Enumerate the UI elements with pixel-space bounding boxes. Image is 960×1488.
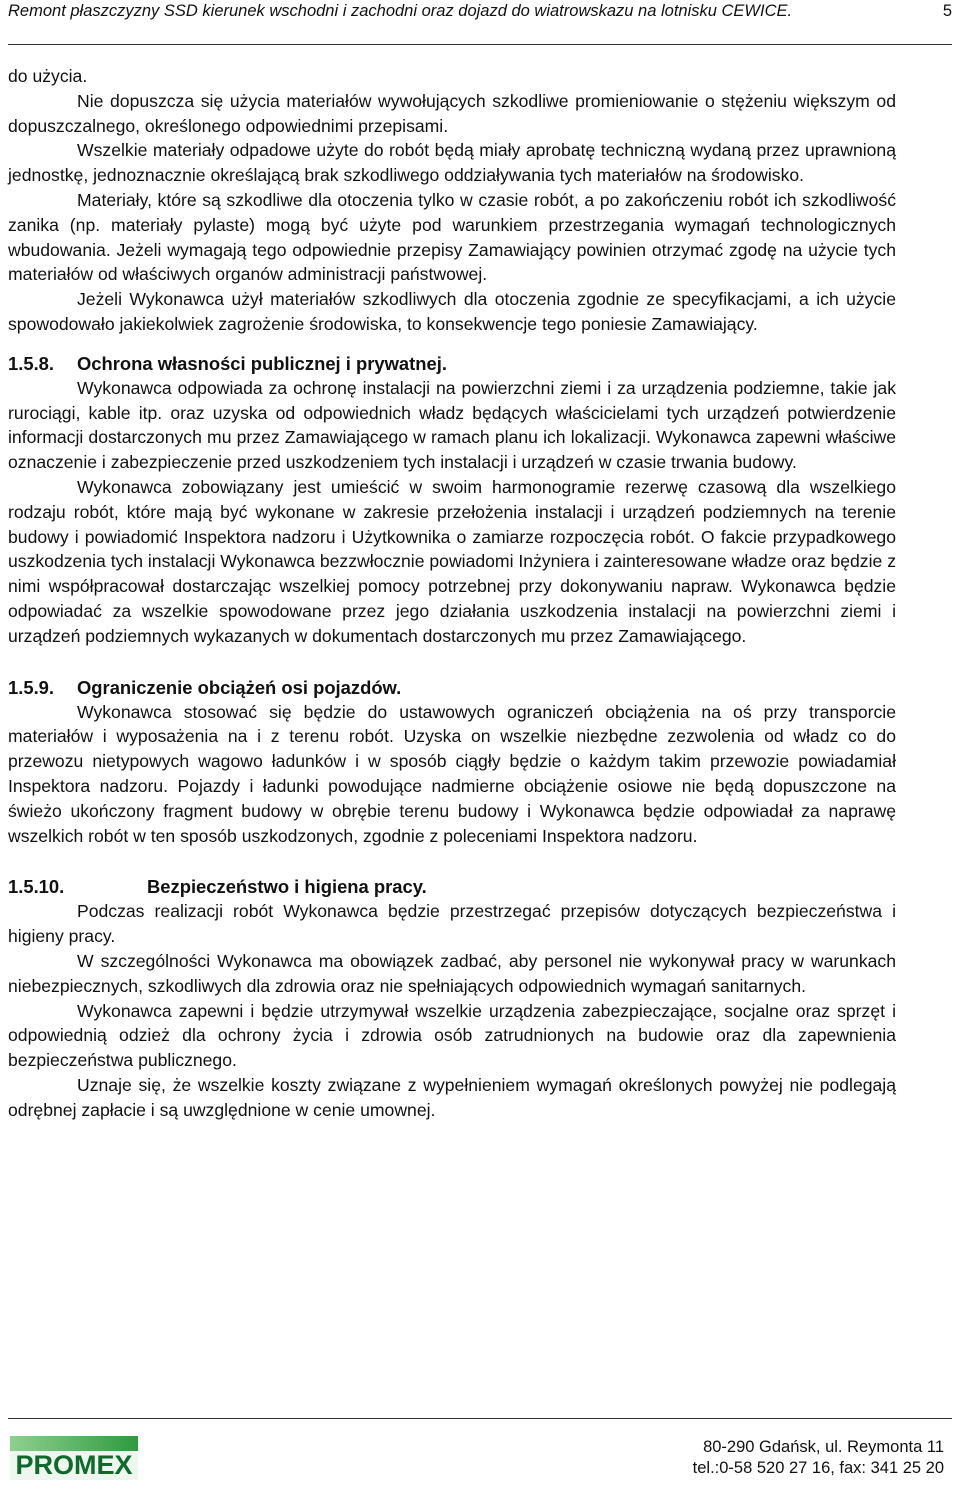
footer-address bbox=[693, 1437, 944, 1479]
section-heading bbox=[8, 352, 896, 376]
paragraph: Podczas realizacji robót Wykonawca będzie przestrzegać przepisów dotyczących bezpieczeństwa i higieny pracy. bbox=[8, 901, 896, 947]
promex-logo bbox=[10, 1436, 138, 1480]
section-heading bbox=[8, 875, 896, 899]
section-number: 1.5.9. bbox=[8, 676, 55, 698]
section-heading bbox=[8, 676, 896, 700]
document-title: Remont płaszczyzny SSD kierunek wschodni i zachodni oraz dojazd do wiatrowskazu na lotnisku CEWICE. bbox=[8, 2, 793, 20]
section-number: 1.5.10. bbox=[8, 876, 65, 898]
section-number: 1.5.8. bbox=[8, 352, 55, 374]
paragraph: Wykonawca zapewni i będzie utrzymywał wszelkie urządzenia zabezpieczające, socjalne oraz sprzęt i odpowiednią odzież dla ochrony życia i zdrowia osób zatrudnionych na budowie oraz dla zapewnienia bezpieczeństwa publicznego. bbox=[8, 1000, 896, 1071]
paragraph: do użycia. bbox=[8, 66, 88, 86]
section-title: Ograniczenie obciążeń osi pojazdów. bbox=[77, 676, 402, 698]
paragraph: Wszelkie materiały odpadowe użyte do robót będą miały aprobatę techniczną wydaną przez uprawnioną jednostkę, jednoznacznie określającą brak szkodliwego oddziaływania tych materiałów na środowisko. bbox=[8, 140, 896, 186]
paragraph: Uznaje się, że wszelkie koszty związane z wypełnieniem wymagań określonych powyżej nie podlegają odrębnej zapłacie i są uwzględnione w cenie umownej. bbox=[8, 1074, 896, 1120]
paragraph: Jeżeli Wykonawca użył materiałów szkodliwych dla otoczenia zgodnie ze specyfikacjami, a ich użycie spowodowało jakiekolwiek zagrożenie środowiska, to konsekwencje tego poniesie Zamawiający. bbox=[8, 289, 896, 334]
logo-band bbox=[10, 1436, 138, 1451]
paragraph: Wykonawca stosować się będzie do ustawowych ograniczeń obciążenia na oś przy transporcie materiałów i wyposażenia na i z terenu robót. Uzyska on wszelkie niezbędne zezwolenia od władz co do przewozu nietypowych wagowo ładunków i w sposób ciągły będzie o każdym takim przewozie powiadamiał Inspektora nadzoru. Pojazdy i ładunki powodujące nadmierne obciążenie osiowe nie będą dopuszczone na świeżo ukończony fragment budowy w obrębie terenu budowy i Wykonawca będzie odpowiadał za naprawę wszelkich robót w ten sposób uszkodzonych, zgodnie z poleceniami Inspektora nadzoru. bbox=[8, 701, 896, 846]
logo-text: PROMEX bbox=[15, 1450, 133, 1480]
paragraph: Materiały, które są szkodliwe dla otoczenia tylko w czasie robót, a po zakończeniu robót ich szkodliwość zanika (np. materiały pylaste) mogą być użyte pod warunkiem przestrzegania wymagań technologicznych wbudowania. Jeżeli wymagają tego odpowiednie przepisy Zamawiający powinien otrzymać zgodę na użycie tych materiałów od właściwych organów administracji państwowej. bbox=[8, 189, 896, 285]
paragraph: Nie dopuszcza się użycia materiałów wywołujących szkodliwe promieniowanie o stężeniu większym od dopuszczalnego, określonego odpowiednimi przepisami. bbox=[8, 90, 896, 136]
address-line: 80-290 Gdańsk, ul. Reymonta 11 bbox=[703, 1438, 944, 1456]
paragraph: W szczególności Wykonawca ma obowiązek zadbać, aby personel nie wykonywał pracy w warunkach niebezpiecznych, szkodliwych dla zdrowia oraz nie spełniających odpowiednich wymagań sanitarnych. bbox=[8, 950, 896, 996]
footer-divider bbox=[8, 1418, 952, 1419]
paragraph: Wykonawca odpowiada za ochronę instalacji na powierzchni ziemi i za urządzenia podziemne, takie jak rurociągi, kable itp. oraz uzyska od odpowiednich władz będących właścicielami tych urządzeń potwierdzenie informacji dostarczonych mu przez Zamawiającego w ramach planu ich lokalizacji. Wykonawca zapewni właściwe oznaczenie i zabezpieczenie przed uszkodzeniem tych instalacji i urządzeń w czasie trwania budowy. bbox=[8, 377, 896, 473]
section-title: Ochrona własności publicznej i prywatnej. bbox=[77, 352, 447, 374]
page-header bbox=[8, 0, 952, 45]
page-number: 5 bbox=[942, 2, 952, 20]
paragraph: Wykonawca zobowiązany jest umieścić w swoim harmonogramie rezerwę czasową dla wszelkiego rodzaju robót, które mają być wykonane w zakresie przełożenia instalacji i urządzeń podziemnych na terenie budowy i powiadomić Inspektora nadzoru i Użytkownika o zamiarze rozpoczęcia robót. O fakcie przypadkowego uszkodzenia tych instalacji Wykonawca bezzwłocznie powiadomi Inżyniera i zainteresowane władze oraz będzie z nimi współpracował dostarczając wszelkiej pomocy potrzebnej przy dokonywaniu napraw. Wykonawca będzie odpowiadać za wszelkie spowodowane przez jego działania uszkodzenia instalacji na powierzchni ziemi i urządzeń podziemnych wykazanych w dokumentach dostarczonych mu przez Zamawiającego. bbox=[8, 476, 896, 646]
contact-line: tel.:0-58 520 27 16, fax: 341 25 20 bbox=[692, 1459, 944, 1477]
document-body bbox=[8, 64, 896, 1122]
section-title: Bezpieczeństwo i higiena pracy. bbox=[147, 876, 427, 898]
